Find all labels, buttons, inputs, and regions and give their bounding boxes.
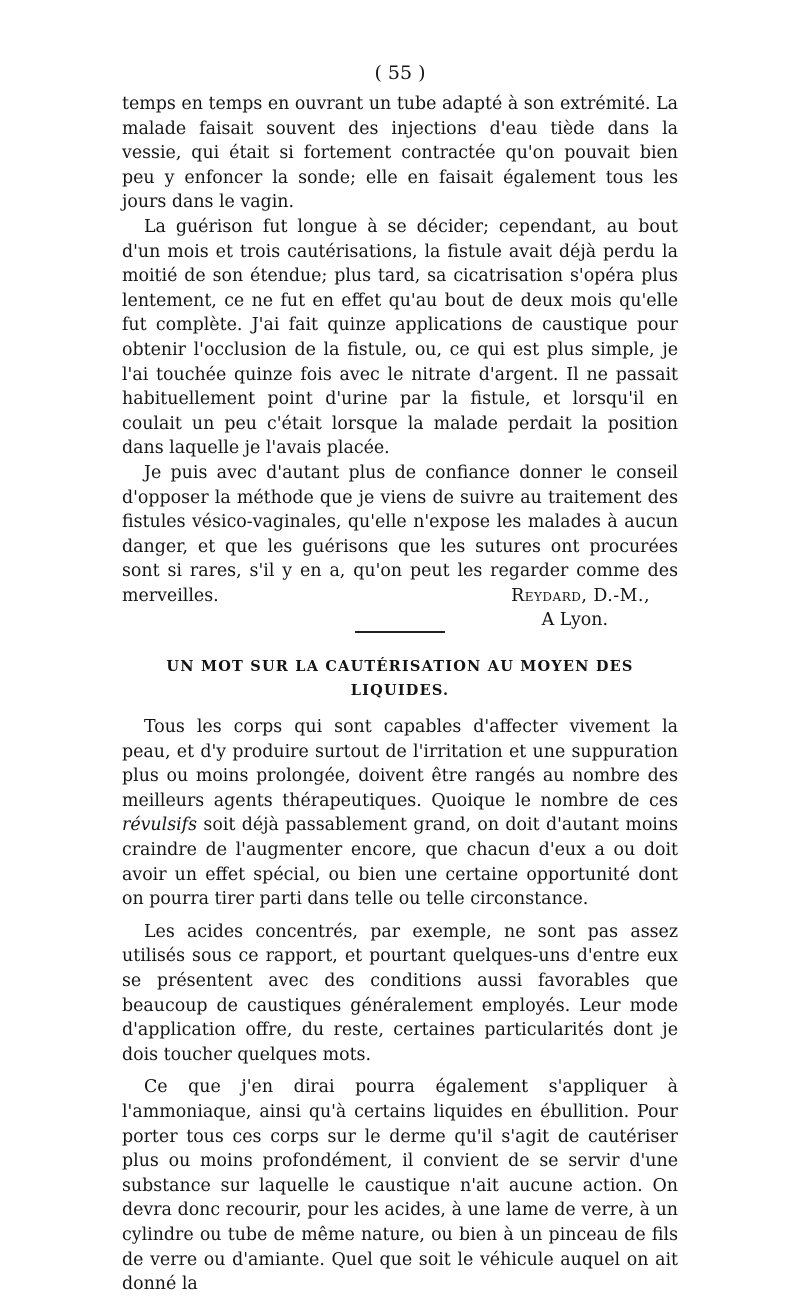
paragraph-continuation: temps en temps en ouvrant un tube adapté à son extrémité. La malade faisait souvent des injections d'eau tiède dans la vessie, qui était si fortement contractée qu'on pouvait bien peu y enfoncer la sonde; elle en faisait également tous les jours dans le vagin.	[122, 94, 678, 213]
text-run: soit déjà passablement grand, on doit d'autant moins craindre de l'augmenter encore, que chacun d'eux a ou doit avoir un effet spécial, ou bien une certaine opportunité dont on pourra tirer parti dans telle ou telle circonstance.	[122, 815, 678, 910]
book-page	[122, 58, 678, 1297]
page-number: ( 55 )	[374, 62, 426, 84]
emphasized-term: révulsifs	[122, 815, 198, 836]
section-paragraph-revulsifs	[122, 715, 678, 912]
section-paragraph-acids: Les acides concentrés, par exemple, ne sont pas assez utilisés sous ce rapport, et pourtant quelques-uns d'entre eux se présentent avec des conditions aussi favorables que beaucoup de caustiques généralement employés. Leur mode d'application offre, du reste, certaines particularités dont je dois toucher quelques mots.	[122, 921, 678, 1065]
author-signature: Reydard, D.-M.,	[511, 585, 650, 606]
signature-place: A Lyon.	[541, 610, 608, 631]
section-title: UN MOT SUR LA CAUTÉRISATION AU MOYEN DES LIQUIDES.	[166, 658, 634, 700]
text-run: Tous les corps qui sont capables d'affecter vivement la peau, et d'y produire surtout de l'irritation et une suppuration plus ou moins prolongée, doivent être rangés au nombre des meilleurs agents thérapeutiques. Quoique le nombre de ces	[122, 717, 678, 811]
paragraph-healing: La guérison fut longue à se décider; cependant, au bout d'un mois et trois cautérisations, la fistule avait déjà perdu la moitié de son étendue; plus tard, sa cicatrisation s'opéra plus lentement, ce ne fut en effet qu'au bout de deux mois qu'elle fut complète. J'ai fait quinze applications de caustique pour obtenir l'occlusion de la fistule, ou, ce qui est plus simple, je l'ai touchée quinze fois avec le nitrate d'argent. Il ne passait habituellement point d'urine par la fistule, et lorsqu'il en coulait un peu c'était lorsque la malade perdait la position dans laquelle je l'avais placée.	[122, 216, 678, 459]
section-paragraph-application: Ce que j'en dirai pourra également s'appliquer à l'ammoniaque, ainsi qu'à certains liquides en ébullition. Pour porter tous ces corps sur le derme qu'il s'agit de cautériser plus ou moins profondément, il convient de se servir d'une substance sur laquelle le caustique n'ait aucune action. On devra donc recourir, pour les acides, à une lame de verre, à un cylindre ou tube de même nature, ou bien à un pinceau de fils de verre ou d'amiante. Quel que soit le véhicule auquel on ait donné la	[122, 1077, 678, 1295]
paragraph-method: Je puis avec d'autant plus de confiance donner le conseil d'opposer la méthode que je viens de suivre au traitement des fistules vésico-vaginales, qu'elle n'expose les malades à aucun danger, et que les guérisons que les sutures ont procurées sont si rares, s'il y en a, qu'on peut les regarder comme des merveilles.	[122, 462, 678, 606]
section-divider	[355, 631, 445, 633]
